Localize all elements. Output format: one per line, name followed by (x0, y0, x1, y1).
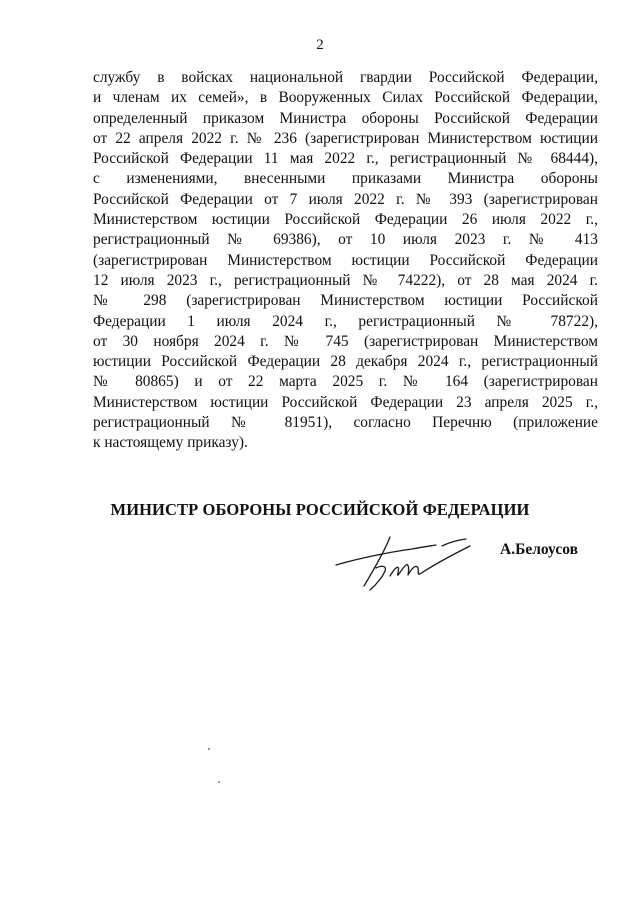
body-text (93, 68, 598, 454)
body-line: Российской Федерации от 7 июля 2022 г. № 393 (зарегистрирован (93, 190, 598, 208)
signature-title: МИНИСТР ОБОРОНЫ РОССИЙСКОЙ ФЕДЕРАЦИИ (110, 500, 530, 519)
body-line: службу в войсках национальной гвардии Российской Федерации, (93, 69, 598, 86)
body-line: Министерством юстиции Российской Федерации 26 июля 2022 г., (93, 211, 598, 229)
body-line: № 298 (зарегистрирован Министерством юстиции Российской (93, 292, 598, 310)
body-line: с изменениями, внесенными приказами Министра обороны (93, 170, 598, 188)
scan-speck (208, 748, 210, 750)
body-line: Федерации 1 июля 2024 г., регистрационный № 78722), (93, 312, 598, 330)
body-line: определенный приказом Министра обороны Российской Федерации (93, 109, 598, 127)
body-line: от 22 апреля 2022 г. № 236 (зарегистрирован Министерством юстиции (93, 129, 598, 147)
body-line: Министерством юстиции Российской Федерации 23 апреля 2025 г., (93, 393, 598, 411)
body-line: 12 июля 2023 г., регистрационный № 74222), от 28 мая 2024 г. (93, 271, 598, 289)
signature-icon (330, 528, 480, 598)
body-line: и членам их семей», в Вооруженных Силах Российской Федерации, (93, 89, 598, 107)
body-line: регистрационный № 69386), от 10 июля 2023 г. № 413 (93, 231, 598, 249)
body-line: регистрационный № 81951), согласно Перечню (приложение (93, 414, 598, 432)
body-line: к настоящему приказу). (93, 434, 248, 452)
signer-name: А.Белоусов (500, 541, 578, 558)
body-line: Российской Федерации 11 мая 2022 г., регистрационный № 68444), (93, 150, 598, 168)
body-line: (зарегистрирован Министерством юстиции Российской Федерации (93, 251, 598, 269)
scan-speck (218, 781, 220, 783)
body-line: № 80865) и от 22 марта 2025 г. № 164 (зарегистрирован (93, 373, 598, 391)
body-line: юстиции Российской Федерации 28 декабря 2024 г., регистрационный (93, 353, 598, 371)
body-line: от 30 ноября 2024 г. № 745 (зарегистрирован Министерством (93, 332, 598, 350)
page-number: 2 (316, 37, 324, 53)
